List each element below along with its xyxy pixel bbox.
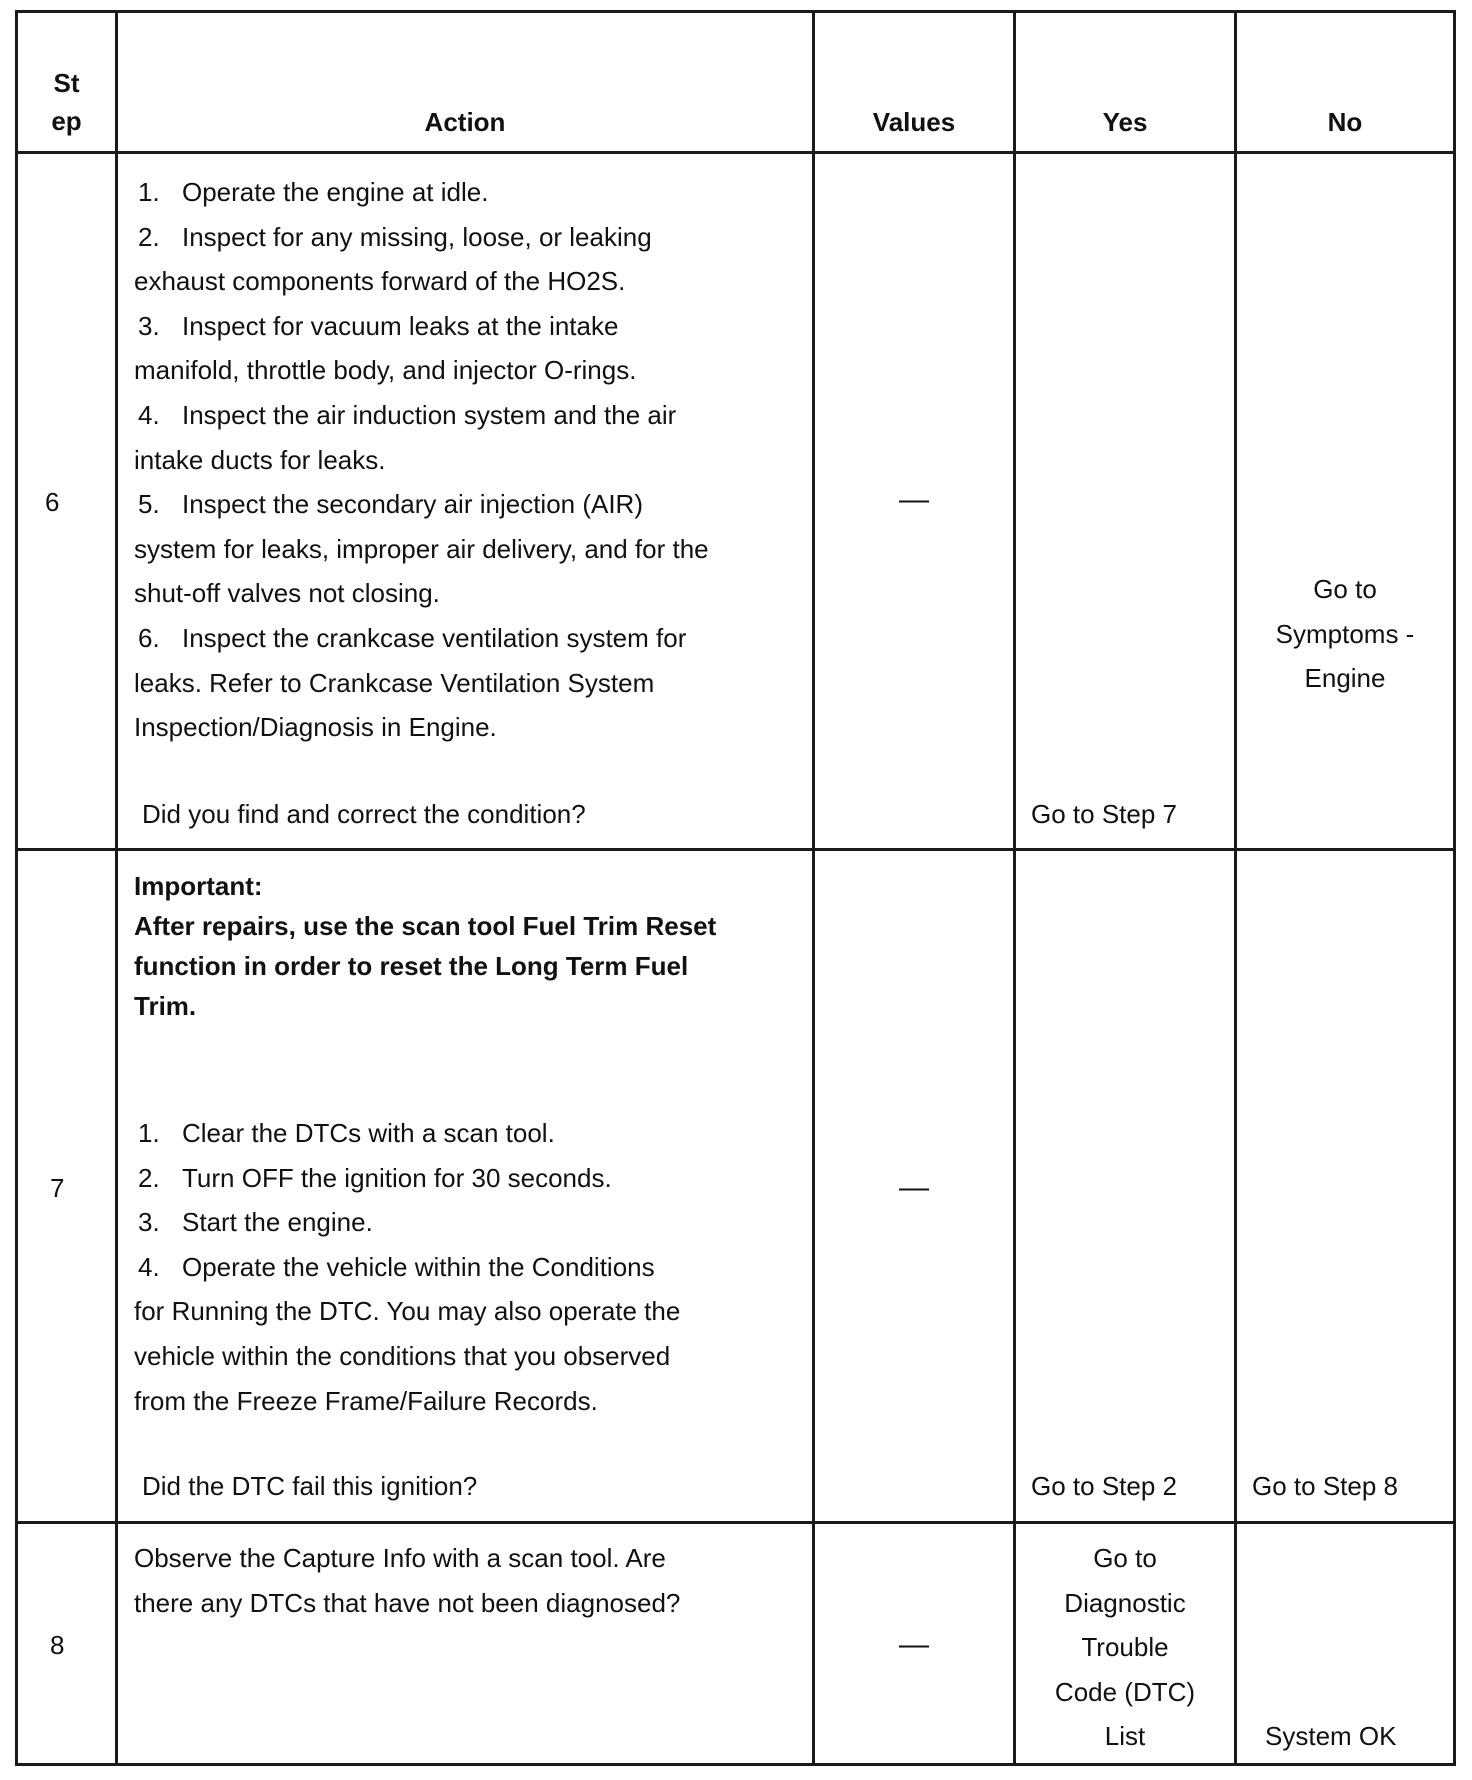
list-item-text: Start the engine. bbox=[182, 1207, 373, 1238]
list-item-continuation: for Running the DTC. You may also operate the bbox=[134, 1296, 681, 1327]
row-divider bbox=[15, 151, 1456, 154]
list-item-continuation: intake ducts for leaks. bbox=[134, 444, 386, 475]
yes-cell-line: Diagnostic bbox=[1064, 1587, 1186, 1618]
yes-cell-line: Code (DTC) bbox=[1054, 1676, 1196, 1707]
column-divider bbox=[812, 10, 815, 1766]
action-cell bbox=[134, 1536, 804, 1625]
header-yes: Yes bbox=[1102, 107, 1148, 137]
step-number: 6 bbox=[45, 487, 60, 517]
list-item-continuation: vehicle within the conditions that you observed bbox=[134, 1340, 671, 1371]
list-item-number: 1. bbox=[138, 1118, 160, 1148]
values-cell: — bbox=[899, 483, 929, 516]
yes-cell: Go to Step 2 bbox=[1031, 1471, 1177, 1501]
important-text: function in order to reset the Long Term Fuel bbox=[134, 951, 689, 981]
list-item-number: 3. bbox=[138, 1207, 160, 1238]
list-item-text: Operate the vehicle within the Conditions bbox=[182, 1251, 655, 1282]
list-item-number: 4. bbox=[138, 1251, 160, 1282]
column-divider bbox=[1234, 10, 1237, 1766]
list-item-number: 1. bbox=[138, 177, 160, 207]
no-cell bbox=[1237, 567, 1453, 701]
no-cell: Go to Step 8 bbox=[1252, 1471, 1398, 1501]
list-item-continuation: system for leaks, improper air delivery, and for the bbox=[134, 533, 709, 564]
list-item-number: 2. bbox=[138, 1162, 160, 1193]
list-item bbox=[134, 170, 804, 215]
list-item bbox=[134, 1245, 804, 1290]
list-item bbox=[134, 1111, 804, 1156]
list-item-text: Inspect the crankcase ventilation system for bbox=[182, 622, 687, 653]
list-item-text: Inspect the air induction system and the air bbox=[182, 399, 677, 430]
no-cell-line: Symptoms - bbox=[1275, 618, 1415, 649]
no-cell: System OK bbox=[1265, 1721, 1397, 1751]
values-cell: — bbox=[899, 1171, 929, 1204]
list-item-number: 4. bbox=[138, 399, 160, 430]
list-item bbox=[134, 482, 804, 527]
action-cell bbox=[134, 1111, 804, 1423]
step-number: 7 bbox=[50, 1173, 65, 1203]
list-item bbox=[134, 1156, 804, 1201]
important-text: Trim. bbox=[134, 991, 197, 1021]
action-step-list bbox=[134, 170, 804, 750]
row-divider bbox=[15, 848, 1456, 851]
list-item-continuation: Inspection/Diagnosis in Engine. bbox=[134, 712, 497, 743]
list-item-continuation: manifold, throttle body, and injector O-rings. bbox=[134, 355, 637, 386]
header-no: No bbox=[1327, 107, 1363, 137]
action-cell bbox=[134, 170, 804, 750]
list-item-text: Inspect for vacuum leaks at the intake bbox=[182, 310, 619, 341]
list-item-continuation: from the Freeze Frame/Failure Records. bbox=[134, 1385, 598, 1416]
list-item bbox=[134, 304, 804, 349]
action-question: Did you find and correct the condition? bbox=[142, 799, 586, 829]
action-step-list bbox=[134, 1111, 804, 1423]
action-text: Observe the Capture Info with a scan tool. Are bbox=[134, 1543, 666, 1573]
list-item-text: Clear the DTCs with a scan tool. bbox=[182, 1118, 555, 1148]
step-number: 8 bbox=[50, 1630, 65, 1660]
important-text: After repairs, use the scan tool Fuel Trim Reset bbox=[134, 911, 717, 941]
header-action: Action bbox=[424, 107, 506, 137]
column-divider bbox=[1013, 10, 1016, 1766]
list-item-continuation: shut-off valves not closing. bbox=[134, 578, 440, 609]
yes-cell: Go to Step 7 bbox=[1031, 799, 1177, 829]
list-item-text: Inspect for any missing, loose, or leaking bbox=[182, 221, 652, 252]
list-item-number: 3. bbox=[138, 310, 160, 341]
list-item-number: 5. bbox=[138, 489, 160, 520]
header-values: Values bbox=[872, 107, 956, 137]
list-item-text: Turn OFF the ignition for 30 seconds. bbox=[182, 1162, 612, 1193]
yes-cell-line: Go to bbox=[1093, 1543, 1157, 1573]
list-item bbox=[134, 393, 804, 438]
no-cell-line: Engine bbox=[1304, 663, 1386, 694]
list-item-number: 2. bbox=[138, 221, 160, 252]
yes-cell-line: Trouble bbox=[1081, 1632, 1169, 1663]
list-item bbox=[134, 215, 804, 260]
list-item-continuation: exhaust components forward of the HO2S. bbox=[134, 266, 626, 297]
yes-cell-line: List bbox=[1104, 1721, 1146, 1752]
action-question: Did the DTC fail this ignition? bbox=[142, 1471, 478, 1501]
header-step-line: St bbox=[53, 68, 80, 98]
action-text: there any DTCs that have not been diagnosed? bbox=[134, 1587, 681, 1618]
list-item-continuation: leaks. Refer to Crankcase Ventilation System bbox=[134, 667, 655, 698]
important-label: Important: bbox=[134, 871, 263, 901]
list-item-text: Operate the engine at idle. bbox=[182, 177, 489, 207]
header-step bbox=[18, 64, 115, 140]
list-item-number: 6. bbox=[138, 622, 160, 653]
column-divider bbox=[115, 10, 118, 1766]
header-step-line: ep bbox=[51, 106, 82, 136]
yes-cell bbox=[1016, 1536, 1234, 1759]
list-item bbox=[134, 1200, 804, 1245]
row-divider bbox=[15, 1521, 1456, 1524]
important-note bbox=[134, 866, 804, 1026]
values-cell: — bbox=[899, 1628, 929, 1661]
list-item bbox=[134, 616, 804, 661]
list-item-text: Inspect the secondary air injection (AIR) bbox=[182, 489, 643, 520]
no-cell-line: Go to bbox=[1313, 574, 1377, 604]
